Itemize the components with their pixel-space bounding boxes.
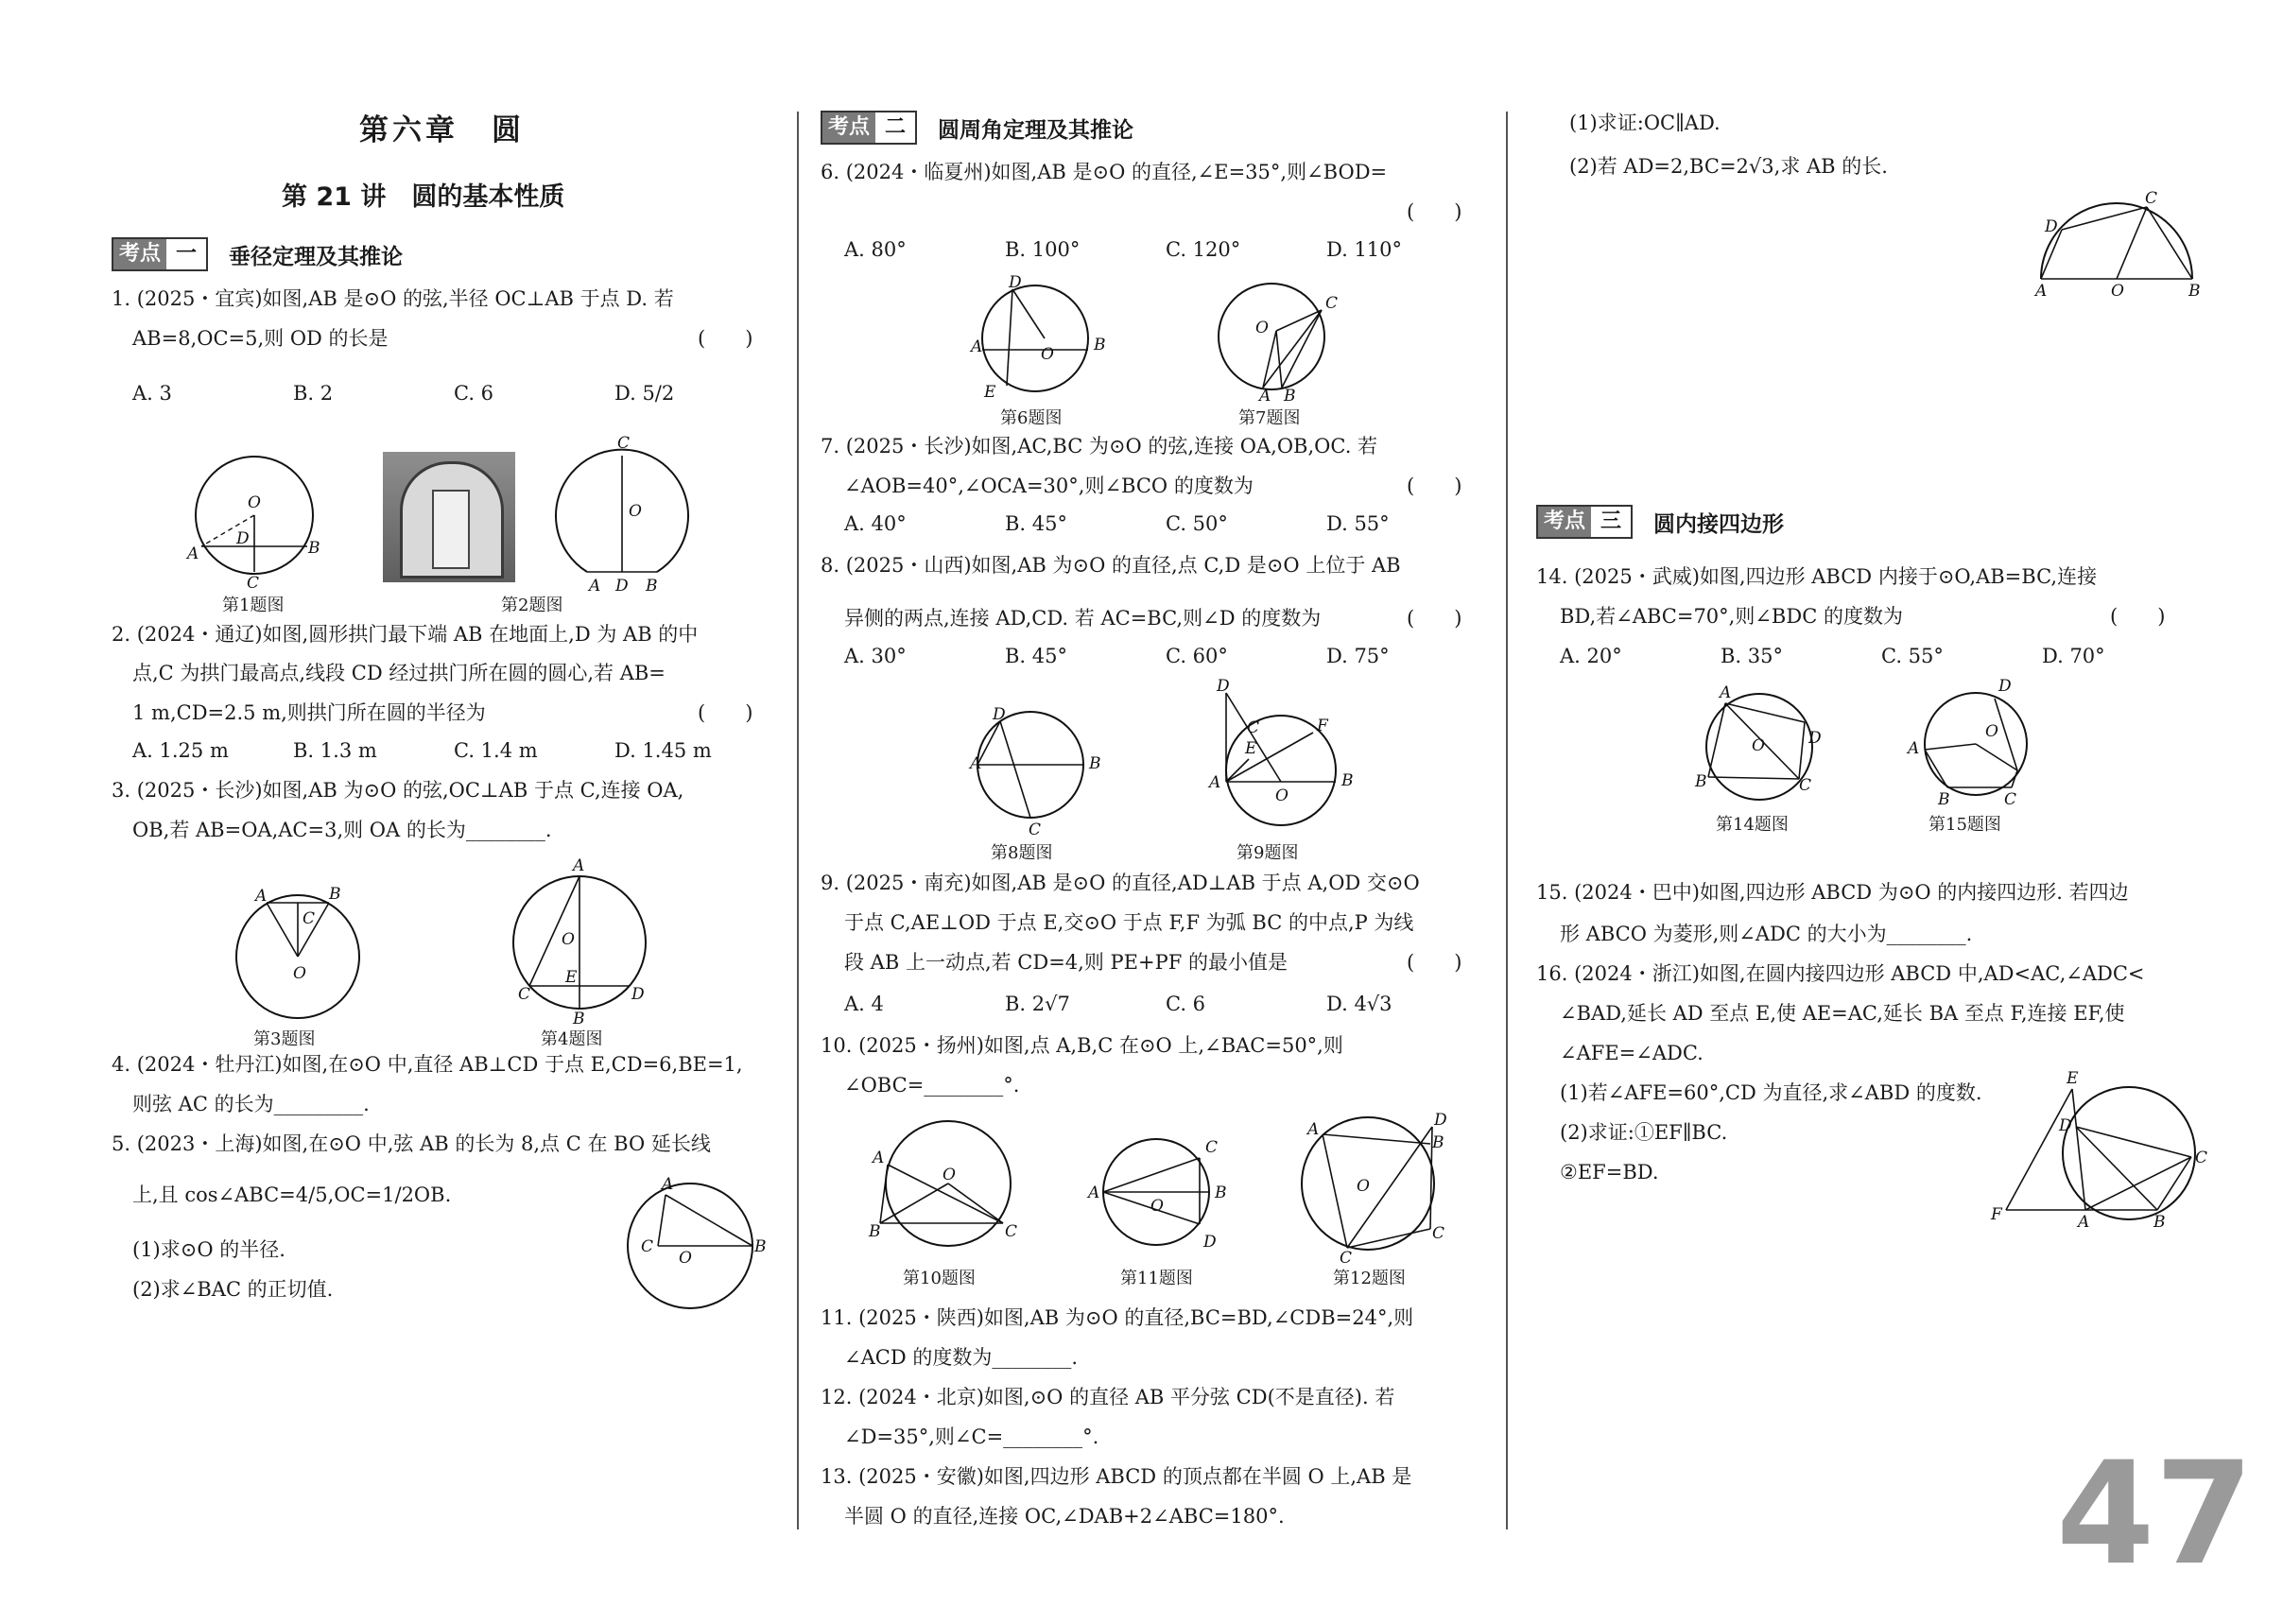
figure-q12 (1290, 1106, 1451, 1267)
q3-line2: OB,若 AB=OA,AC=3,则 OA 的长为________. (132, 819, 552, 841)
svg-text:O: O (1255, 319, 1269, 337)
svg-text:D: D (1203, 1233, 1217, 1252)
option: C. 6 (454, 382, 494, 405)
figure-q4 (510, 855, 652, 1026)
q16-line5: (2)求证:①EF∥BC. (1560, 1121, 1728, 1144)
option: C. 6 (1166, 993, 1206, 1015)
caption: 第11题图 (1120, 1269, 1193, 1288)
option: D. 110° (1326, 238, 1403, 261)
q12-line2: ∠D=35°,则∠C=________°. (844, 1425, 1099, 1448)
option: B. 2 (293, 382, 334, 405)
svg-text:D: D (631, 985, 645, 1004)
svg-text:B: B (1284, 387, 1296, 406)
option: A. 30° (844, 645, 907, 667)
svg-text:C: C (303, 909, 316, 928)
option: B. 1.3 m (293, 739, 377, 762)
section-header-2 (821, 112, 1133, 144)
option: C. 60° (1166, 645, 1228, 667)
q16-line6: ②EF=BD. (1560, 1161, 1659, 1183)
figure-q5 (624, 1172, 775, 1314)
q9-options (844, 993, 1392, 1015)
q5-line1: 5. (2023・上海)如图,在⊙O 中,弦 AB 的长为 8,点 C 在 BO 延长线 (112, 1132, 711, 1155)
option: D. 5/2 (614, 382, 675, 405)
option: C. 55° (1881, 645, 1944, 667)
svg-text:B: B (2153, 1213, 2166, 1229)
q8-options (844, 645, 1390, 667)
q6-options (844, 238, 1402, 261)
q4-line1: 4. (2024・牡丹江)如图,在⊙O 中,直径 AB⊥CD 于点 E,CD=6,BE=1, (112, 1053, 743, 1076)
option: D. 75° (1326, 645, 1390, 667)
option: C. 120° (1166, 238, 1241, 261)
q16-line2: ∠BAD,延长 AD 至点 E,使 AE=AC,延长 BA 至点 F,连接 EF,使 (1560, 1002, 2125, 1025)
svg-text:O: O (679, 1249, 692, 1268)
q6-answer-paren: ( ) (1407, 200, 1462, 223)
q12-line1: 12. (2024・北京)如图,⊙O 的直径 AB 平分弦 CD(不是直径). 若 (821, 1386, 1395, 1408)
figure-q13 (2028, 184, 2217, 298)
svg-text:A: A (187, 544, 199, 563)
svg-text:B: B (754, 1237, 767, 1256)
q11-line2: ∠ACD 的度数为________. (844, 1346, 1079, 1369)
caption: 第7题图 (1238, 408, 1301, 428)
option: D. 4√3 (1326, 993, 1392, 1015)
svg-text:B: B (646, 577, 658, 596)
figure-q3 (227, 884, 369, 1026)
svg-text:C: C (2195, 1149, 2208, 1167)
figure-q14 (1687, 681, 1829, 813)
q4-line2: 则弦 AC 的长为_________. (132, 1093, 370, 1115)
q14-answer-paren: ( ) (2110, 605, 2166, 628)
figure-q15 (1900, 676, 2042, 808)
figure-q6 (969, 274, 1120, 406)
svg-text:B: B (1215, 1183, 1227, 1202)
option: B. 45° (1005, 512, 1068, 535)
q1-options (132, 382, 674, 405)
svg-text:C: C (1340, 1249, 1353, 1267)
svg-text:C: C (247, 574, 260, 591)
svg-text:O: O (562, 930, 575, 949)
caption: 第14题图 (1716, 815, 1789, 835)
option: A. 40° (844, 512, 907, 535)
svg-text:E: E (565, 968, 578, 987)
option: A. 1.25 m (132, 739, 229, 762)
q7-answer-paren: ( ) (1407, 475, 1462, 497)
svg-text:O: O (293, 964, 306, 983)
caption: 第8题图 (991, 843, 1053, 863)
q9-line2: 于点 C,AE⊥OD 于点 E,交⊙O 于点 F,F 为弧 BC 的中点,P 为线 (844, 911, 1414, 934)
section-tag: 考点 (822, 112, 875, 143)
svg-text:A: A (1307, 1120, 1320, 1139)
option: A. 20° (1560, 645, 1622, 667)
q8-line1: 8. (2025・山西)如图,AB 为⊙O 的直径,点 C,D 是⊙O 上位于 AB (821, 554, 1401, 577)
option: C. 1.4 m (454, 739, 538, 762)
svg-text:A: A (2078, 1213, 2090, 1229)
svg-text:B: B (1432, 1133, 1444, 1152)
caption: 第3题图 (253, 1029, 316, 1049)
option: B. 45° (1005, 645, 1068, 667)
q1-line1: 1. (2025・宜宾)如图,AB 是⊙O 的弦,半径 OC⊥AB 于点 D. 若 (112, 287, 674, 310)
q2-answer-paren: ( ) (698, 701, 753, 724)
caption: 第2题图 (501, 596, 563, 615)
svg-text:B: B (2188, 282, 2201, 298)
column-divider (1506, 112, 1508, 1529)
q8-line2: 异侧的两点,连接 AD,CD. 若 AC=BC,则∠D 的度数为 (844, 607, 1322, 630)
figure-q2 (553, 435, 695, 596)
section-tag: 考点 (1538, 507, 1591, 537)
q5-line2: 上,且 cos∠ABC=4/5,OC=1/2OB. (132, 1183, 452, 1206)
chapter-title: 第六章 圆 (359, 113, 525, 147)
q10-line1: 10. (2025・扬州)如图,点 A,B,C 在⊙O 上,∠BAC=50°,则 (821, 1034, 1343, 1057)
svg-text:A: A (971, 337, 983, 356)
svg-text:F: F (1317, 717, 1328, 735)
lecture-title: 第 21 讲 圆的基本性质 (282, 182, 565, 212)
svg-text:D: D (1808, 729, 1822, 748)
svg-text:A: A (970, 754, 982, 773)
svg-text:A: A (573, 856, 585, 875)
svg-text:A: A (1088, 1183, 1100, 1202)
svg-text:C: C (1247, 718, 1260, 737)
figure-q10 (865, 1115, 1021, 1257)
svg-text:O: O (629, 502, 642, 521)
svg-text:E: E (2067, 1069, 2079, 1088)
svg-text:O: O (2111, 282, 2124, 298)
q7-line2: ∠AOB=40°,∠OCA=30°,则∠BCO 的度数为 (844, 475, 1254, 497)
q13-line1: 13. (2025・安徽)如图,四边形 ABCD 的顶点都在半圆 O 上,AB 是 (821, 1465, 1412, 1488)
q5-line3: (1)求⊙O 的半径. (132, 1238, 285, 1261)
svg-text:E: E (984, 383, 996, 402)
option: B. 2√7 (1005, 993, 1070, 1015)
q15-line2: 形 ABCO 为菱形,则∠ADC 的大小为________. (1560, 923, 1973, 945)
figure-q8 (955, 704, 1106, 837)
q1-line2: AB=8,OC=5,则 OD 的长是 (132, 327, 389, 350)
svg-text:A: A (2035, 282, 2048, 298)
svg-text:A: A (662, 1175, 674, 1194)
caption: 第6题图 (1000, 408, 1063, 428)
section-header-1 (112, 238, 403, 270)
q14-line1: 14. (2025・武威)如图,四边形 ABCD 内接于⊙O,AB=BC,连接 (1536, 565, 2098, 588)
option: A. 4 (844, 993, 884, 1015)
q16-line3: ∠AFE=∠ADC. (1560, 1042, 1704, 1064)
q13-line3: (1)求证:OC∥AD. (1569, 112, 1721, 134)
svg-text:B: B (1695, 772, 1707, 791)
svg-text:D: D (1434, 1111, 1447, 1130)
q2-line1: 2. (2024・通辽)如图,圆形拱门最下端 AB 在地面上,D 为 AB 的中 (112, 623, 699, 646)
figure-q9 (1196, 676, 1357, 837)
q13-line4: (2)若 AD=2,BC=2√3,求 AB 的长. (1569, 155, 1888, 178)
q8-answer-paren: ( ) (1407, 607, 1462, 630)
section-title: 垂径定理及其推论 (229, 244, 404, 269)
section-title: 圆周角定理及其推论 (938, 117, 1134, 143)
svg-text:B: B (308, 539, 320, 558)
section-num: 二 (875, 112, 915, 143)
page-number: 47 (2056, 1432, 2254, 1597)
q2-options (132, 739, 712, 762)
figure-q16 (1985, 1068, 2212, 1229)
svg-text:O: O (248, 493, 261, 512)
caption: 第12题图 (1333, 1269, 1406, 1288)
svg-text:D: D (1217, 677, 1230, 696)
section-num: 三 (1591, 507, 1631, 537)
q16-line4: (1)若∠AFE=60°,CD 为直径,求∠ABD 的度数. (1560, 1081, 1982, 1104)
caption: 第4题图 (541, 1029, 603, 1049)
q6-line1: 6. (2024・临夏州)如图,AB 是⊙O 的直径,∠E=35°,则∠BOD= (821, 161, 1388, 183)
q16-line1: 16. (2024・浙江)如图,在圆内接四边形 ABCD 中,AD<AC,∠ADC< (1536, 962, 2145, 985)
svg-text:B: B (1341, 771, 1354, 790)
q2-line2: 点,C 为拱门最高点,线段 CD 经过拱门所在圆的圆心,若 AB= (132, 662, 666, 684)
caption: 第15题图 (1928, 815, 2001, 835)
svg-text:C: C (2145, 189, 2158, 208)
svg-text:C: C (518, 985, 531, 1004)
caption: 第1题图 (222, 596, 285, 615)
q2-line3: 1 m,CD=2.5 m,则拱门所在圆的半径为 (132, 701, 486, 724)
svg-text:B: B (573, 1010, 585, 1026)
q15-line1: 15. (2024・巴中)如图,四边形 ABCD 为⊙O 的内接四边形. 若四边 (1536, 881, 2129, 904)
q10-line2: ∠OBC=________°. (844, 1074, 1020, 1097)
svg-text:D: D (236, 529, 250, 548)
svg-text:A: A (255, 887, 268, 906)
q11-line1: 11. (2025・陕西)如图,AB 为⊙O 的直径,BC=BD,∠CDB=24°,则 (821, 1306, 1414, 1329)
svg-text:C: C (1005, 1222, 1018, 1241)
svg-text:A: A (589, 577, 601, 596)
option: A. 3 (132, 382, 172, 405)
figure-q1 (184, 449, 326, 591)
svg-text:C: C (641, 1237, 654, 1256)
svg-text:C: C (1325, 294, 1339, 313)
q9-answer-paren: ( ) (1407, 951, 1462, 974)
option: D. 70° (2042, 645, 2105, 667)
q3-line1: 3. (2025・长沙)如图,AB 为⊙O 的弦,OC⊥AB 于点 C,连接 OA, (112, 779, 684, 802)
section-title: 圆内接四边形 (1653, 511, 1785, 537)
caption: 第9题图 (1237, 843, 1299, 863)
figure-q11 (1082, 1130, 1234, 1262)
section-tag: 考点 (113, 239, 166, 269)
section-header-3 (1536, 506, 1784, 538)
arch-door-photo (383, 452, 515, 582)
column-divider (797, 112, 799, 1529)
q7-options (844, 512, 1390, 535)
svg-text:O: O (1752, 736, 1765, 755)
svg-text:B: B (329, 885, 341, 904)
q1-answer-paren: ( ) (698, 327, 753, 350)
option: B. 100° (1005, 238, 1081, 261)
svg-text:C: C (1432, 1224, 1445, 1243)
svg-text:A: A (1259, 387, 1271, 406)
svg-text:O: O (943, 1166, 956, 1184)
q7-line1: 7. (2025・长沙)如图,AC,BC 为⊙O 的弦,连接 OA,OB,OC. 若 (821, 435, 1378, 458)
svg-text:E: E (1245, 739, 1257, 758)
svg-text:B: B (869, 1222, 881, 1241)
q14-line2: BD,若∠ABC=70°,则∠BDC 的度数为 (1560, 605, 1903, 628)
svg-text:D: D (1998, 677, 2012, 696)
option: D. 1.45 m (614, 739, 712, 762)
svg-text:B: B (1938, 790, 1950, 808)
svg-text:D: D (1009, 274, 1022, 292)
q9-line3: 段 AB 上一动点,若 CD=4,则 PE+PF 的最小值是 (844, 951, 1288, 974)
figure-q7 (1210, 274, 1352, 406)
svg-text:D: D (615, 577, 629, 596)
svg-text:C: C (2004, 790, 2017, 808)
svg-text:C: C (1029, 821, 1042, 837)
svg-text:C: C (1205, 1138, 1219, 1157)
svg-text:O: O (1150, 1197, 1164, 1216)
svg-text:A: A (1720, 683, 1732, 702)
q9-line1: 9. (2025・南充)如图,AB 是⊙O 的直径,AD⊥AB 于点 A,OD 交⊙O (821, 872, 1420, 894)
svg-text:B: B (1089, 754, 1101, 773)
svg-text:D: D (993, 705, 1006, 724)
svg-text:A: A (1908, 739, 1920, 758)
svg-text:O: O (1275, 786, 1289, 805)
q5-line4: (2)求∠BAC 的正切值. (132, 1278, 334, 1301)
svg-text:B: B (1094, 336, 1106, 354)
option: B. 35° (1721, 645, 1784, 667)
svg-text:F: F (1991, 1205, 2002, 1224)
option: D. 55° (1326, 512, 1390, 535)
svg-text:A: A (873, 1149, 885, 1167)
svg-text:D: D (2045, 217, 2058, 236)
q13-line2: 半圆 O 的直径,连接 OC,∠DAB+2∠ABC=180°. (844, 1505, 1285, 1528)
q14-options (1560, 645, 2105, 667)
caption: 第10题图 (903, 1269, 976, 1288)
svg-text:D: D (2059, 1116, 2072, 1135)
svg-text:C: C (1799, 776, 1812, 795)
svg-text:O: O (1041, 345, 1054, 364)
svg-text:O: O (1357, 1177, 1370, 1196)
option: A. 80° (844, 238, 907, 261)
svg-text:A: A (1209, 773, 1221, 792)
option: C. 50° (1166, 512, 1228, 535)
section-num: 一 (166, 239, 206, 269)
svg-text:O: O (1985, 722, 1998, 741)
svg-text:C: C (617, 435, 631, 453)
